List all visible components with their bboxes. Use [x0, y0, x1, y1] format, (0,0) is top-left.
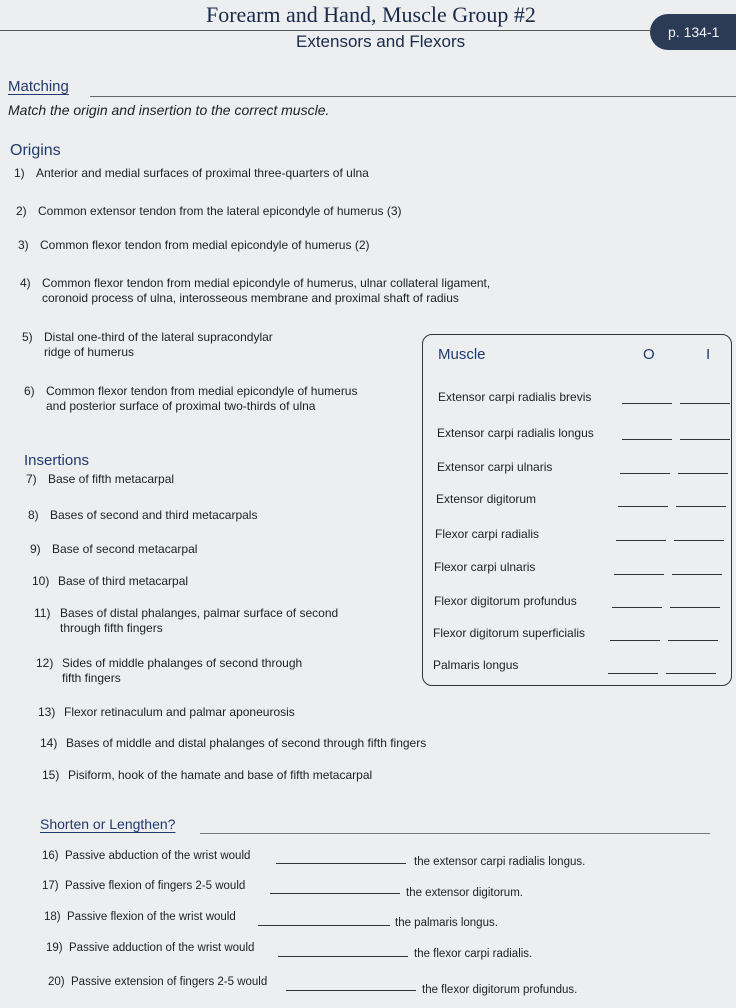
page-title: Forearm and Hand, Muscle Group #2	[206, 2, 536, 27]
origin-item-1: 1) Anterior and medial surfaces of proximal three-quarters of ulna	[14, 166, 369, 180]
origin-blank-9[interactable]	[608, 673, 658, 674]
insertion-blank-7[interactable]	[670, 607, 720, 608]
muscle-row-9: Palmaris longus	[433, 658, 519, 672]
muscle-row-6: Flexor carpi ulnaris	[434, 560, 536, 574]
muscle-row-5: Flexor carpi radialis	[435, 527, 540, 541]
insertion-blank-6[interactable]	[672, 574, 722, 575]
shorten-lengthen-heading: Shorten or Lengthen?	[40, 816, 176, 832]
answer-blank-16[interactable]	[276, 863, 406, 864]
origin-blank-1[interactable]	[622, 403, 672, 404]
muscle-row-8: Flexor digitorum superficialis	[433, 626, 586, 640]
origins-heading: Origins	[10, 142, 61, 159]
shorten-item-18: 18) Passive flexion of the wrist would	[44, 911, 236, 923]
insertion-item-7: 7) Base of fifth metacarpal	[26, 472, 175, 486]
shorten-target-19: the flexor carpi radialis.	[414, 948, 533, 960]
muscle-row-4: Extensor digitorum	[436, 492, 537, 506]
insertion-item-11: 11) Bases of distal phalanges, palmar surface of second through fifth fingers	[34, 606, 339, 635]
page-subtitle: Extensors and Flexors	[296, 32, 466, 51]
origin-blank-6[interactable]	[614, 574, 664, 575]
muscle-row-7: Flexor digitorum profundus	[434, 594, 577, 608]
insertion-item-13: 13) Flexor retinaculum and palmar aponeurosis	[38, 705, 295, 719]
insertion-blank-3[interactable]	[678, 473, 728, 474]
muscle-column-heading: Muscle	[438, 346, 486, 363]
origin-item-4: 4) Common flexor tendon from medial epicondyle of humerus, ulnar collateral ligament, coronoid process of ulna, interosseous membrane and proximal shaft of radius	[20, 276, 491, 305]
origin-blank-7[interactable]	[612, 607, 662, 608]
insertion-blank-1[interactable]	[680, 403, 730, 404]
shorten-item-20: 20) Passive extension of fingers 2-5 would	[48, 976, 268, 988]
origin-blank-8[interactable]	[610, 640, 660, 641]
muscle-row-1: Extensor carpi radialis brevis	[438, 390, 592, 404]
origin-item-3: 3) Common flexor tendon from medial epicondyle of humerus (2)	[18, 238, 370, 252]
shorten-lengthen-rule	[200, 833, 710, 834]
origin-column-heading: O	[643, 346, 655, 363]
shorten-target-16: the extensor carpi radialis longus.	[414, 856, 586, 868]
insertions-heading: Insertions	[24, 452, 90, 469]
muscle-row-2: Extensor carpi radialis longus	[437, 426, 594, 440]
origin-blank-3[interactable]	[620, 473, 670, 474]
answer-blank-20[interactable]	[286, 990, 416, 991]
origin-blank-5[interactable]	[616, 540, 666, 541]
shorten-target-20: the flexor digitorum profundus.	[422, 984, 578, 996]
shorten-item-17: 17) Passive flexion of fingers 2-5 would	[42, 880, 246, 892]
origin-blank-2[interactable]	[622, 439, 672, 440]
muscle-row-3: Extensor carpi ulnaris	[437, 460, 553, 474]
insertion-item-14: 14) Bases of middle and distal phalanges of second through fifth fingers	[40, 736, 427, 750]
insertion-blank-9[interactable]	[666, 673, 716, 674]
insertion-item-12: 12) Sides of middle phalanges of second through fifth fingers	[36, 656, 303, 685]
shorten-item-16: 16) Passive abduction of the wrist would	[42, 850, 251, 862]
shorten-target-17: the extensor digitorum.	[406, 887, 523, 899]
insertion-column-heading: I	[706, 346, 711, 363]
matching-instruction: Match the origin and insertion to the correct muscle.	[8, 102, 330, 118]
origin-item-5: 5) Distal one-third of the lateral supracondylar ridge of humerus	[22, 330, 273, 359]
matching-heading: Matching	[8, 78, 69, 95]
answer-blank-19[interactable]	[278, 956, 408, 957]
origin-blank-4[interactable]	[618, 506, 668, 507]
answer-blank-17[interactable]	[270, 893, 400, 894]
origin-item-2: 2) Common extensor tendon from the lateral epicondyle of humerus (3)	[16, 204, 402, 218]
origin-item-6: 6) Common flexor tendon from medial epicondyle of humerus and posterior surface of proximal two-thirds of ulna	[24, 384, 358, 413]
answer-blank-18[interactable]	[258, 925, 390, 926]
shorten-item-19: 19) Passive adduction of the wrist would	[46, 942, 255, 954]
insertion-item-8: 8) Bases of second and third metacarpals	[28, 508, 258, 522]
insertion-blank-5[interactable]	[674, 540, 724, 541]
shorten-target-18: the palmaris longus.	[395, 917, 498, 929]
matching-rule	[90, 96, 736, 97]
page-reference: p. 134-1	[668, 24, 720, 40]
insertion-blank-4[interactable]	[676, 506, 726, 507]
insertion-item-15: 15) Pisiform, hook of the hamate and base of fifth metacarpal	[42, 768, 373, 782]
insertion-item-10: 10) Base of third metacarpal	[32, 574, 189, 588]
insertion-blank-8[interactable]	[668, 640, 718, 641]
header-rule	[0, 30, 650, 31]
page-reference-tab	[650, 14, 736, 50]
insertion-blank-2[interactable]	[680, 439, 730, 440]
insertion-item-9: 9) Base of second metacarpal	[30, 542, 198, 556]
